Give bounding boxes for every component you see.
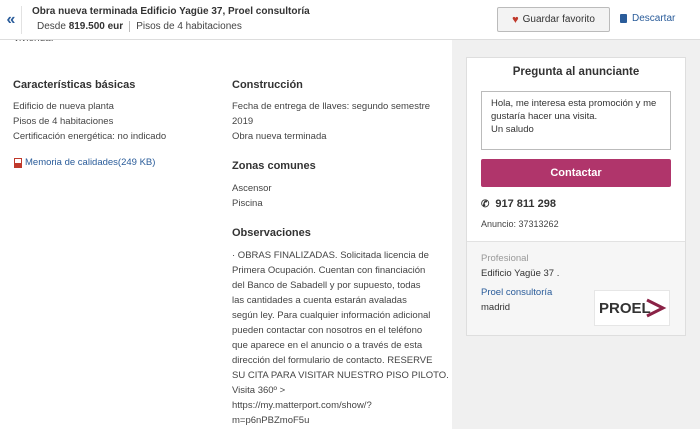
ask-advertiser-title: Pregunta al anunciante (512, 66, 640, 78)
basics-line: Certificación energética: no indicado (13, 131, 167, 142)
zonas-line: Ascensor (232, 183, 272, 194)
construccion-line: 2019 (232, 116, 254, 127)
matterport-link: https://my.matterport.com/show/? (232, 400, 372, 411)
professional-name: Edificio Yagüe 37 . (481, 268, 560, 279)
basics-line: Edificio de nueva planta (13, 101, 114, 112)
phone-icon: ✆ (481, 198, 490, 210)
observaciones-line: Primera Ocupación. Cuentan con financiación (232, 265, 426, 276)
observaciones-heading: Observaciones (232, 227, 311, 239)
heart-icon: ♥ (512, 13, 519, 26)
zonas-heading: Zonas comunes (232, 160, 316, 172)
construccion-line: Obra nueva terminada (232, 131, 327, 142)
basics-line: Pisos de 4 habitaciones (13, 116, 114, 127)
top-bar (0, 0, 700, 40)
save-favorite-button[interactable] (497, 7, 610, 32)
observaciones-line: SU CITA PARA VISITAR NUESTRO PISO PILOTO. (232, 370, 449, 381)
phone-number[interactable] (481, 198, 556, 210)
observaciones-line: Visita 360º > (232, 385, 286, 396)
discard-label: Descartar (632, 13, 676, 24)
logo-text: PROEL (599, 300, 651, 317)
observaciones-line: que aparece en el anuncio o a través de esta (232, 340, 423, 351)
message-textarea[interactable] (481, 91, 671, 150)
back-chevron-icon[interactable]: « (0, 0, 22, 40)
phone-value: 917 811 298 (495, 198, 556, 210)
observaciones-line: · OBRAS FINALIZADAS. Solicitada licencia de (232, 250, 429, 261)
price: 819.500 eur (68, 21, 124, 33)
ad-reference: Anuncio: 37313262 (481, 219, 559, 229)
trash-icon (620, 14, 627, 23)
listing-subline (37, 21, 242, 32)
observaciones-line: según ley. Para cualquier información adicional (232, 310, 431, 321)
price-prefix: Desde (37, 21, 66, 33)
advertiser-city: madrid (481, 302, 511, 313)
construccion-heading: Construcción (232, 79, 303, 91)
save-favorite-label: Guardar favorito (522, 14, 595, 25)
basics-heading: Características básicas (13, 79, 136, 91)
observaciones-line: del Banco de Sabadell y por supuesto, todas (232, 280, 421, 291)
matterport-link-cont: m=p6nPBZmoF5u (232, 415, 310, 426)
construccion-line: Fecha de entrega de llaves: segundo semestre (232, 101, 431, 112)
listing-title: Obra nueva terminada Edificio Yagüe 37, Proel consultoría (32, 6, 310, 17)
memoria-calidades-label: Memoria de calidades(249 KB) (25, 157, 156, 168)
observaciones-line: pueden contactar con nosotros en el teléfono (232, 325, 423, 336)
zonas-line: Piscina (232, 198, 263, 209)
advertiser-link[interactable]: Proel consultoría (481, 287, 553, 298)
observaciones-line: dirección del formulario de contacto. RESERVE (232, 355, 433, 366)
divider (129, 21, 130, 32)
contact-button[interactable]: Contactar (481, 159, 671, 187)
discard-button[interactable] (620, 13, 675, 24)
listing-types: Pisos de 4 habitaciones (136, 21, 242, 33)
proel-logo-icon (597, 294, 667, 322)
observaciones-line: las cantidades a cuenta estarán avaladas (232, 295, 407, 306)
pdf-icon (14, 158, 22, 168)
memoria-calidades-link[interactable] (14, 157, 155, 168)
professional-label: Profesional (481, 253, 529, 264)
advertiser-logo[interactable] (594, 290, 670, 326)
